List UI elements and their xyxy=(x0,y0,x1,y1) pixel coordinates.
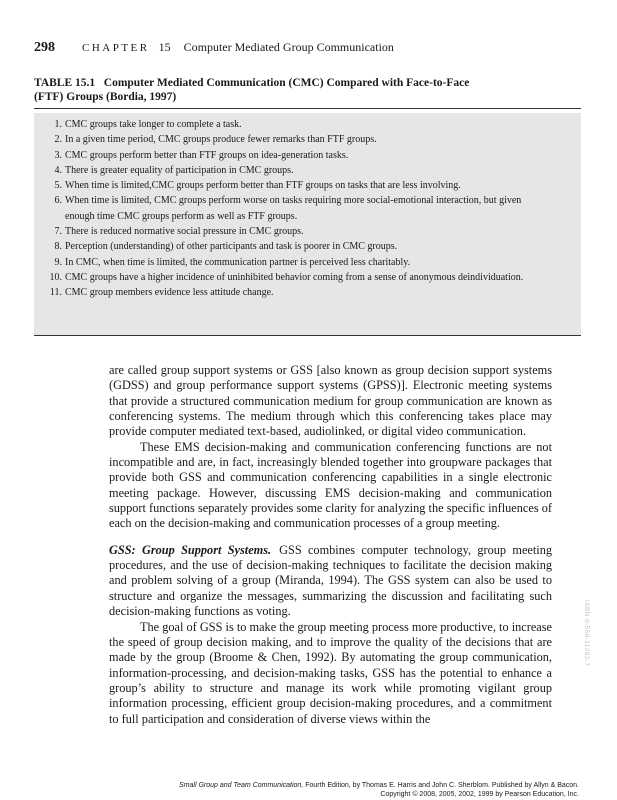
item-text: Perception (understanding) of other participants and task is poorer in CMC groups. xyxy=(65,241,398,253)
item-text: When time is limited, CMC groups perform worse on tasks requiring more social-emotional interaction, but given enough time CMC groups perform as well as FTF groups. xyxy=(65,195,522,222)
table-item xyxy=(34,163,581,178)
item-text: CMC groups take longer to complete a task. xyxy=(65,119,242,130)
item-number: 2. xyxy=(54,134,62,146)
table-bottom-rule xyxy=(34,335,581,336)
chapter-number: 15 xyxy=(158,40,171,54)
body-paragraph: These EMS decision-making and communication conferencing functions are not incompatible and are, in fact, increasingly blended together into groupware packages that provide both GSS and communication conferencing capabilities in a single electronic meeting package. However, discussing EMS decision-making and communication support functions separately provides some clarity for analyzing the specific influences of each on the decision-making and communication processes of a group meeting. xyxy=(109,439,552,531)
table-top-rule xyxy=(34,108,581,109)
table-item xyxy=(34,270,581,285)
item-number: 7. xyxy=(54,226,62,238)
item-number: 1. xyxy=(54,119,62,130)
item-number: 3. xyxy=(54,149,62,161)
table-title-line-2: (FTF) Groups (Bordia, 1997) xyxy=(34,91,177,103)
footer-publication-info: Fourth Edition, by Thomas E. Harris and John C. Sherblom. Published by Allyn & Bacon. xyxy=(303,782,579,789)
table-title xyxy=(34,76,534,104)
isbn-watermark: ISBN 0-558-11282-7 xyxy=(583,600,590,667)
table-item xyxy=(34,148,581,163)
footer-copyright: Copyright © 2008, 2005, 2002, 1999 by Pearson Education, Inc. xyxy=(380,791,579,798)
table-item xyxy=(34,193,581,224)
item-number: 4. xyxy=(54,164,62,176)
item-text: There is greater equality of participation in CMC groups. xyxy=(65,164,294,176)
item-text: In CMC, when time is limited, the communication partner is perceived less charitably. xyxy=(65,256,411,268)
table-title-line-1: TABLE 15.1 Computer Mediated Communication (CMC) Compared with Face-to-Face xyxy=(34,77,470,89)
table-item xyxy=(34,117,581,132)
table-list xyxy=(34,113,581,301)
item-number: 8. xyxy=(54,241,62,253)
footer-line-1 xyxy=(179,781,579,790)
footer xyxy=(179,781,579,799)
table-item xyxy=(34,239,581,254)
running-head xyxy=(34,40,587,56)
item-number: 5. xyxy=(54,180,62,192)
item-text: When time is limited,CMC groups perform better than FTF groups on tasks that are less involving. xyxy=(65,180,461,192)
section-paragraph xyxy=(109,543,552,620)
table-item xyxy=(34,285,581,300)
table-item xyxy=(34,132,581,147)
page-number: 298 xyxy=(34,40,55,55)
table-body xyxy=(34,113,581,335)
item-number: 10. xyxy=(49,271,62,283)
item-text: In a given time period, CMC groups produce fewer remarks than FTF groups. xyxy=(65,134,377,146)
chapter-label: CHAPTER xyxy=(82,42,150,54)
item-number: 6. xyxy=(54,195,62,207)
table-item xyxy=(34,224,581,239)
section-paragraph-text: GSS combines computer technology, group meeting procedures, and the use of decision-making techniques to facilitate the decision making and problem solving of a group (Miranda, 1994). The GSS system can also be used to structure and organize the messages, summarizing the discussion and facilitating such decision-making functions as voting. xyxy=(109,542,552,619)
section-heading: GSS: Group Support Systems. xyxy=(109,542,272,557)
item-number: 11. xyxy=(49,287,62,299)
body-paragraph: The goal of GSS is to make the group meeting process more productive, to increase the speed of group decision making, and to improve the quality of the decisions that are made by the group (Broome & Chen, 1992). By automating the group communication, information-processing, and decision-making tasks, GSS has the potential to enhance a group’s ability to structure and manage its work while promoting vigilant group information processing, efficient group decision-making procedures, and a commitment to full participation and consideration of diverse views within the xyxy=(109,619,552,726)
body-paragraph: are called group support systems or GSS [also known as group decision support systems (GDSS) and group performance support systems (GPSS)]. Electronic meeting systems that provide a structured communication medium for group communication are known as conferencing systems. The medium through which this conferencing takes place may provide computer mediated text-based, audiolinked, or digital video communication. xyxy=(109,363,552,439)
item-number: 9. xyxy=(54,256,62,268)
item-text: CMC group members evidence less attitude change. xyxy=(65,287,274,299)
footer-book-title: Small Group and Team Communication, xyxy=(179,782,304,789)
body-text xyxy=(109,363,552,727)
table-item xyxy=(34,178,581,193)
item-text: CMC groups have a higher incidence of uninhibited behavior coming from a sense of anonymous deindividuation. xyxy=(65,271,524,283)
chapter-title: Computer Mediated Group Communication xyxy=(183,40,394,54)
item-text: There is reduced normative social pressure in CMC groups. xyxy=(65,226,304,238)
table-item xyxy=(34,255,581,270)
item-text: CMC groups perform better than FTF groups on idea-generation tasks. xyxy=(65,149,349,161)
